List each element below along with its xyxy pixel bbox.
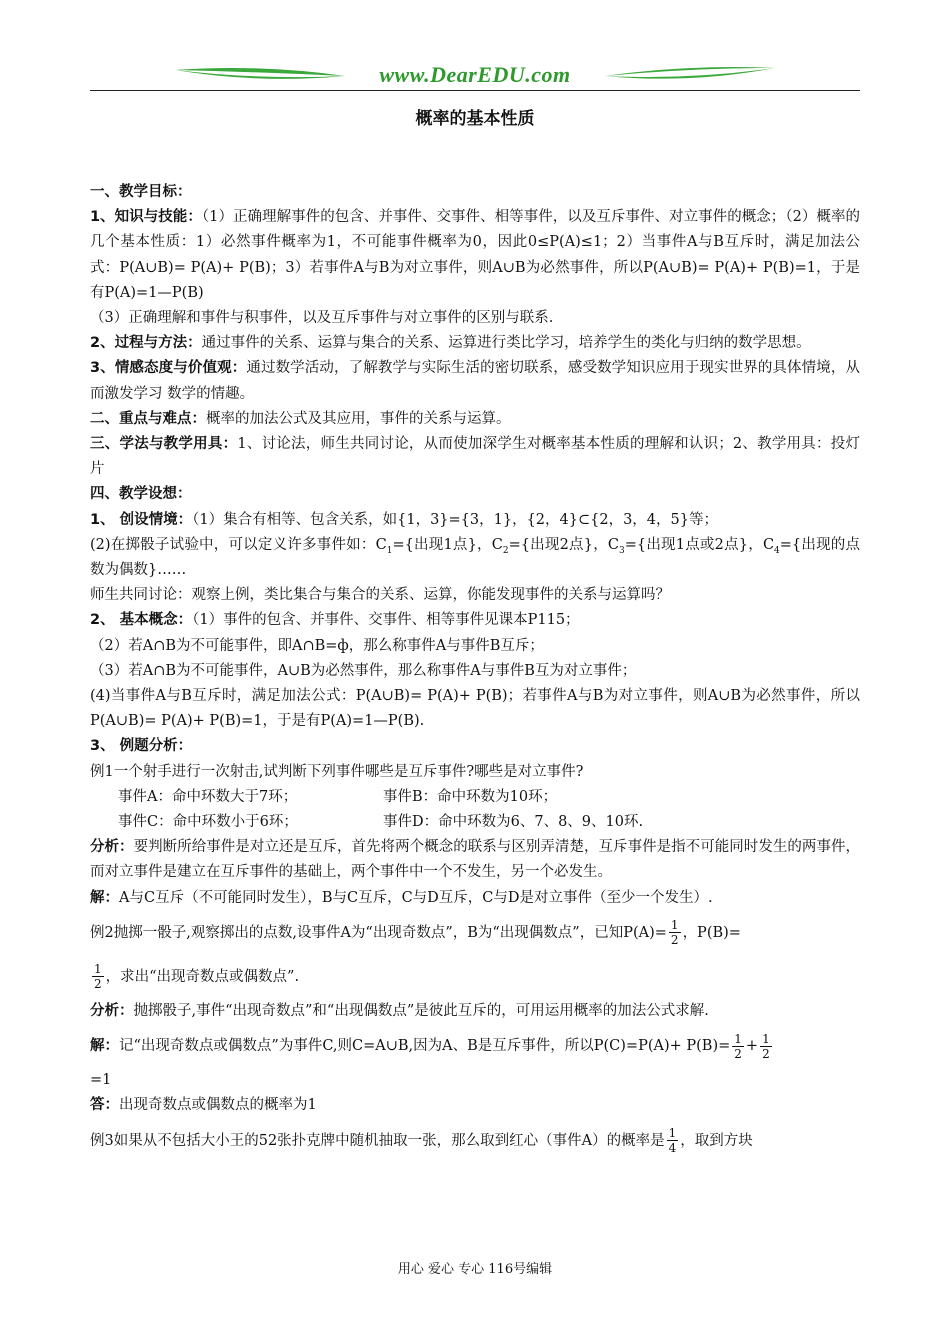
section-heading: 3、 例题分析：	[90, 738, 193, 755]
paragraph: 1、知识与技能：（1）正确理解事件的包含、并事件、交事件、相等事件，以及互斥事件、对立事件的概念；（2）概率的几个基本性质：1）必然事件概率为1，不可能事件概率为0，因此0≤P(A)≤1；2）当事件A与B互斥时，满足加法公式：P(A∪B)= P(A)+ P(B)；3）若事件A与B为对立事件，则A∪B为必然事件，所以P(A∪B)= P(A)+ P(B)=1，于是有P(A)=1—P(B)	[90, 209, 861, 301]
paragraph-label: 3、情感态度与价值观：	[90, 360, 247, 377]
paragraph: 1、 创设情境：（1）集合有相等、包含关系，如{1，3}={3，1}，{2，4}⊂{2，3，4，5}等；	[90, 511, 718, 528]
event-row: 事件A：命中环数大于7环； 事件B：命中环数为10环；	[118, 788, 558, 805]
site-header	[90, 58, 860, 92]
paragraph: 2、过程与方法：通过事件的关系、运算与集合的关系、运算进行类比学习，培养学生的类化与归纳的数学思想。	[90, 335, 811, 352]
section-heading: 一、教学目标：	[90, 184, 192, 200]
example-3: 例3如果从不包括大小王的52张扑克牌中随机抽取一张，那么取到红心（事件A）的概率是 $\frac{1}{4}$ ，取到方块	[90, 1126, 753, 1155]
paragraph-label: 答：	[90, 1097, 119, 1114]
paragraph: （2）若A∩B为不可能事件，即A∩B=ф，那么称事件A与事件B互斥；	[90, 637, 544, 654]
paragraph: （3）正确理解和事件与积事件，以及互斥事件与对立事件的区别与联系.	[90, 310, 554, 327]
paragraph: 分析：抛掷骰子,事件“出现奇数点”和“出现偶数点”是彼此互斥的，可用运用概率的加法公式求解.	[90, 1002, 709, 1019]
paragraph: =1	[90, 1072, 112, 1089]
paragraph: 分析：要判断所给事件是对立还是互斥，首先将两个概念的联系与区别弄清楚，互斥事件是指不可能同时发生的两事件，而对立事件是建立在互斥事件的基础上，两个事件中一个不发生，另一个必发生。	[90, 839, 861, 881]
fraction: $\frac{1}{2}$	[734, 1031, 742, 1061]
paragraph-label: 1、知识与技能：	[90, 209, 202, 226]
paragraph-label: 2、 基本概念：	[90, 612, 193, 629]
paragraph-label: 三、学法与教学用具：	[90, 436, 238, 453]
page-title: 概率的基本性质	[415, 109, 535, 129]
paragraph: 答：出现奇数点或偶数点的概率为1	[90, 1097, 317, 1114]
paragraph: 解：记“出现奇数点或偶数点”为事件C,则C=A∪B,因为A、B是互斥事件，所以P(C)=P(A)+ P(B)= $\frac{1}{2}$ + $\frac{1}{2}$	[90, 1031, 770, 1061]
example-1: 例1一个射手进行一次射击,试判断下列事件哪些是互斥事件?哪些是对立事件?	[90, 763, 584, 780]
paragraph: 3、情感态度与价值观：通过数学活动，了解教学与实际生活的密切联系，感受数学知识应用于现实世界的具体情境，从而激发学习 数学的情趣。	[90, 360, 860, 402]
paragraph-label: 2、过程与方法：	[90, 335, 202, 352]
paragraph-label: 二、重点与难点：	[90, 410, 206, 427]
fraction: $\frac{1}{2}$	[94, 962, 102, 992]
paragraph: 解：A与C互斥（不可能同时发生），B与C互斥，C与D互斥，C与D是对立事件（至少一个发生）.	[90, 889, 713, 906]
fraction: $\frac{1}{2}$	[670, 918, 679, 948]
paragraph-label: 1、 创设情境：	[90, 511, 193, 528]
header-rule	[90, 90, 860, 91]
paragraph: (2)在掷骰子试验中，可以定义许多事件如：$C_1=${出现1点}，$C_2=${出现2点}，$C_3=${出现1点或2点}，$C_4=${出现的点数为偶数}……	[90, 536, 861, 579]
section-heading: 四、教学设想：	[90, 486, 192, 503]
page-footer: 用心 爱心 专心 116号编辑	[397, 1262, 553, 1277]
paragraph: 2、 基本概念：（1）事件的包含、并事件、交事件、相等事件见课本P115；	[90, 612, 580, 629]
site-logo: www.DearEDU.com	[379, 62, 571, 87]
paragraph: （3）若A∩B为不可能事件，A∪B为必然事件，那么称事件A与事件B互为对立事件；	[90, 662, 637, 679]
paragraph: 三、学法与教学用具：1、讨论法，师生共同讨论，从而使加深学生对概率基本性质的理解和认识；2、教学用具：投灯片	[90, 436, 861, 478]
paragraph-label: 解：	[90, 889, 119, 906]
document-body	[90, 180, 860, 1163]
paragraph: (4)当事件A与B互斥时，满足加法公式：P(A∪B)= P(A)+ P(B)；若事件A与B为对立事件，则A∪B为必然事件，所以P(A∪B)= P(A)+ P(B)=1，于是有P(A)=1—P(B).	[90, 688, 860, 730]
paragraph: 师生共同讨论：观察上例，类比集合与集合的关系、运算，你能发现事件的关系与运算吗？	[90, 587, 670, 604]
paragraph-label: 解：	[90, 1038, 119, 1055]
paragraph-label: 分析：	[90, 1002, 134, 1019]
fraction: $\frac{1}{4}$	[668, 1126, 677, 1155]
fraction: $\frac{1}{2}$	[762, 1031, 770, 1061]
paragraph: 二、重点与难点：概率的加法公式及其应用，事件的关系与运算。	[90, 410, 511, 427]
example-2-cont: $\frac{1}{2}$ ，求出“出现奇数点或偶数点”.	[94, 962, 300, 992]
paragraph-label: 分析：	[90, 839, 134, 856]
example-2: 例2抛掷一骰子,观察掷出的点数,设事件A为“出现奇数点”，B为“出现偶数点”，已知P(A)= $\frac{1}{2}$ ，P(B)=	[90, 918, 741, 948]
event-row: 事件C：命中环数小于6环； 事件D：命中环数为6、7、8、9、10环.	[118, 814, 644, 831]
